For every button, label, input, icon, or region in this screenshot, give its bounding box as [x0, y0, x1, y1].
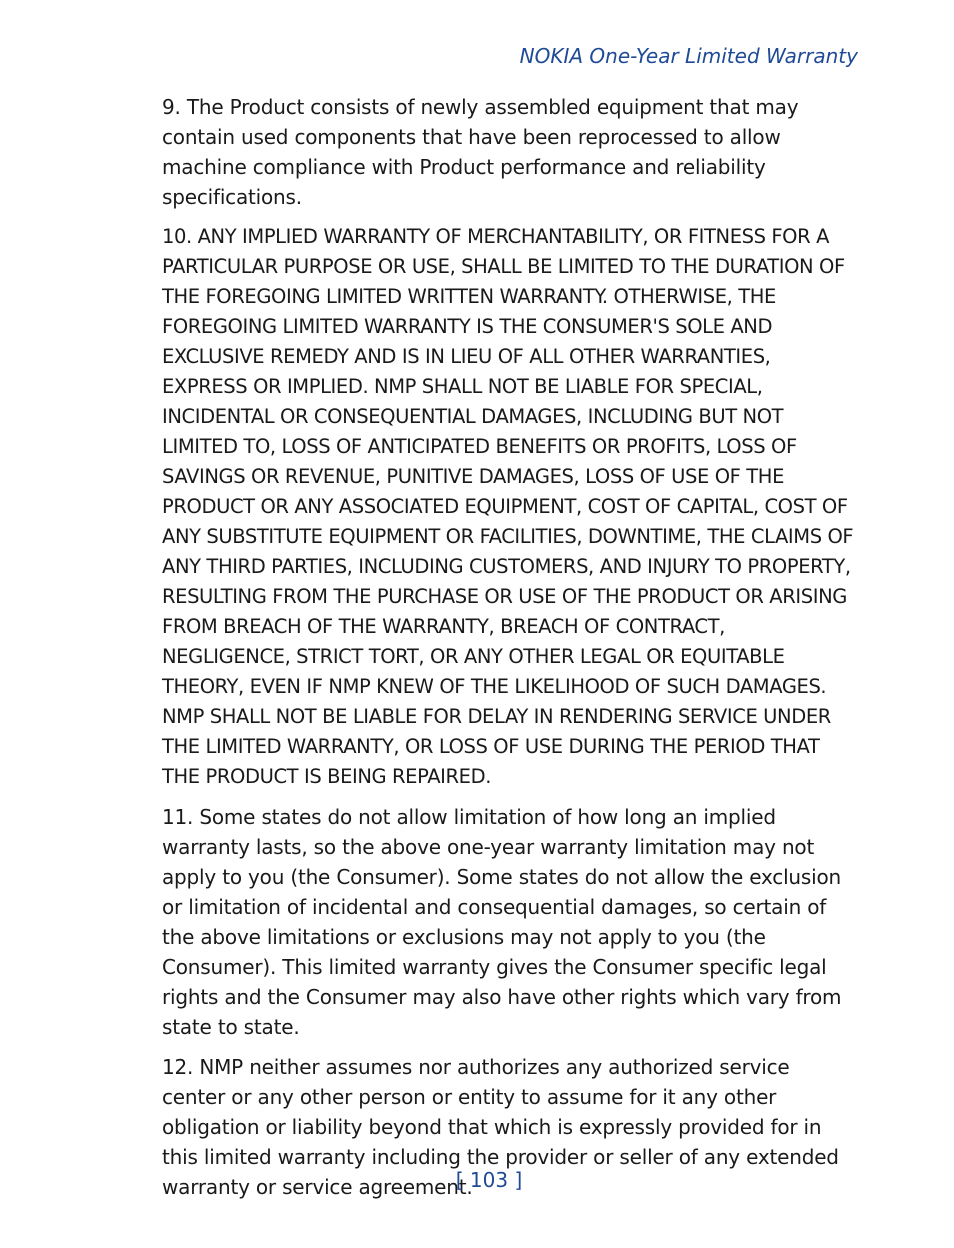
page-header-title: NOKIA One-Year Limited Warranty — [519, 44, 858, 68]
paragraph-11: 11. Some states do not allow limitation of how long an implied warranty lasts, so the above one-year warranty limitation may not apply to you (the Consumer). Some states do not allow the exclusion or limitation of incidental and consequential damages, so certain of the above limitations or exclusions may not apply to you (the Consumer). This limited warranty gives the Consumer specific legal rights and the Consumer may also have other rights which vary from state to state. — [162, 805, 842, 1039]
paragraph-10: 10. ANY IMPLIED WARRANTY OF MERCHANTABILITY, OR FITNESS FOR A PARTICULAR PURPOSE OR USE, SHALL BE LIMITED TO THE DURATION OF THE FOREGOING LIMITED WRITTEN WARRANTY. OTHERWISE, THE FOREGOING LIMITED WARRANTY IS THE CONSUMER'S SOLE AND EXCLUSIVE REMEDY AND IS IN LIEU OF ALL OTHER WARRANTIES, EXPRESS OR IMPLIED. NMP SHALL NOT BE LIABLE FOR SPECIAL, INCIDENTAL OR CONSEQUENTIAL DAMAGES, INCLUDING BUT NOT LIMITED TO, LOSS OF ANTICIPATED BENEFITS OR PROFITS, LOSS OF SAVINGS OR REVENUE, PUNITIVE DAMAGES, LOSS OF USE OF THE PRODUCT OR ANY ASSOCIATED EQUIPMENT, COST OF CAPITAL, COST OF ANY SUBSTITUTE EQUIPMENT OR FACILITIES, DOWNTIME, THE CLAIMS OF ANY THIRD PARTIES, INCLUDING CUSTOMERS, AND INJURY TO PROPERTY, RESULTING FROM THE PURCHASE OR USE OF THE PRODUCT OR ARISING FROM BREACH OF THE WARRANTY, BREACH OF CONTRACT, NEGLIGENCE, STRICT TORT, OR ANY OTHER LEGAL OR EQUITABLE THEORY, EVEN IF NMP KNEW OF THE LIKELIHOOD OF SUCH DAMAGES. NMP SHALL NOT BE LIABLE FOR DELAY IN RENDERING SERVICE UNDER THE LIMITED WARRANTY, OR LOSS OF USE DURING THE PERIOD THAT THE PRODUCT IS BEING REPAIRED. — [162, 225, 854, 788]
page-number: [ 103 ] — [455, 1168, 523, 1192]
paragraph-9: 9. The Product consists of newly assembled equipment that may contain used components that have been reprocessed to allow machine compliance with Product performance and reliability specifications. — [162, 95, 799, 209]
paragraph-12: 12. NMP neither assumes nor authorizes any authorized service center or any other person or entity to assume for it any other obligation or liability beyond that which is expressly provided for in this limited warranty including the provider or seller of any extended warranty or service agreement. — [162, 1055, 839, 1199]
document-body — [162, 92, 856, 1212]
